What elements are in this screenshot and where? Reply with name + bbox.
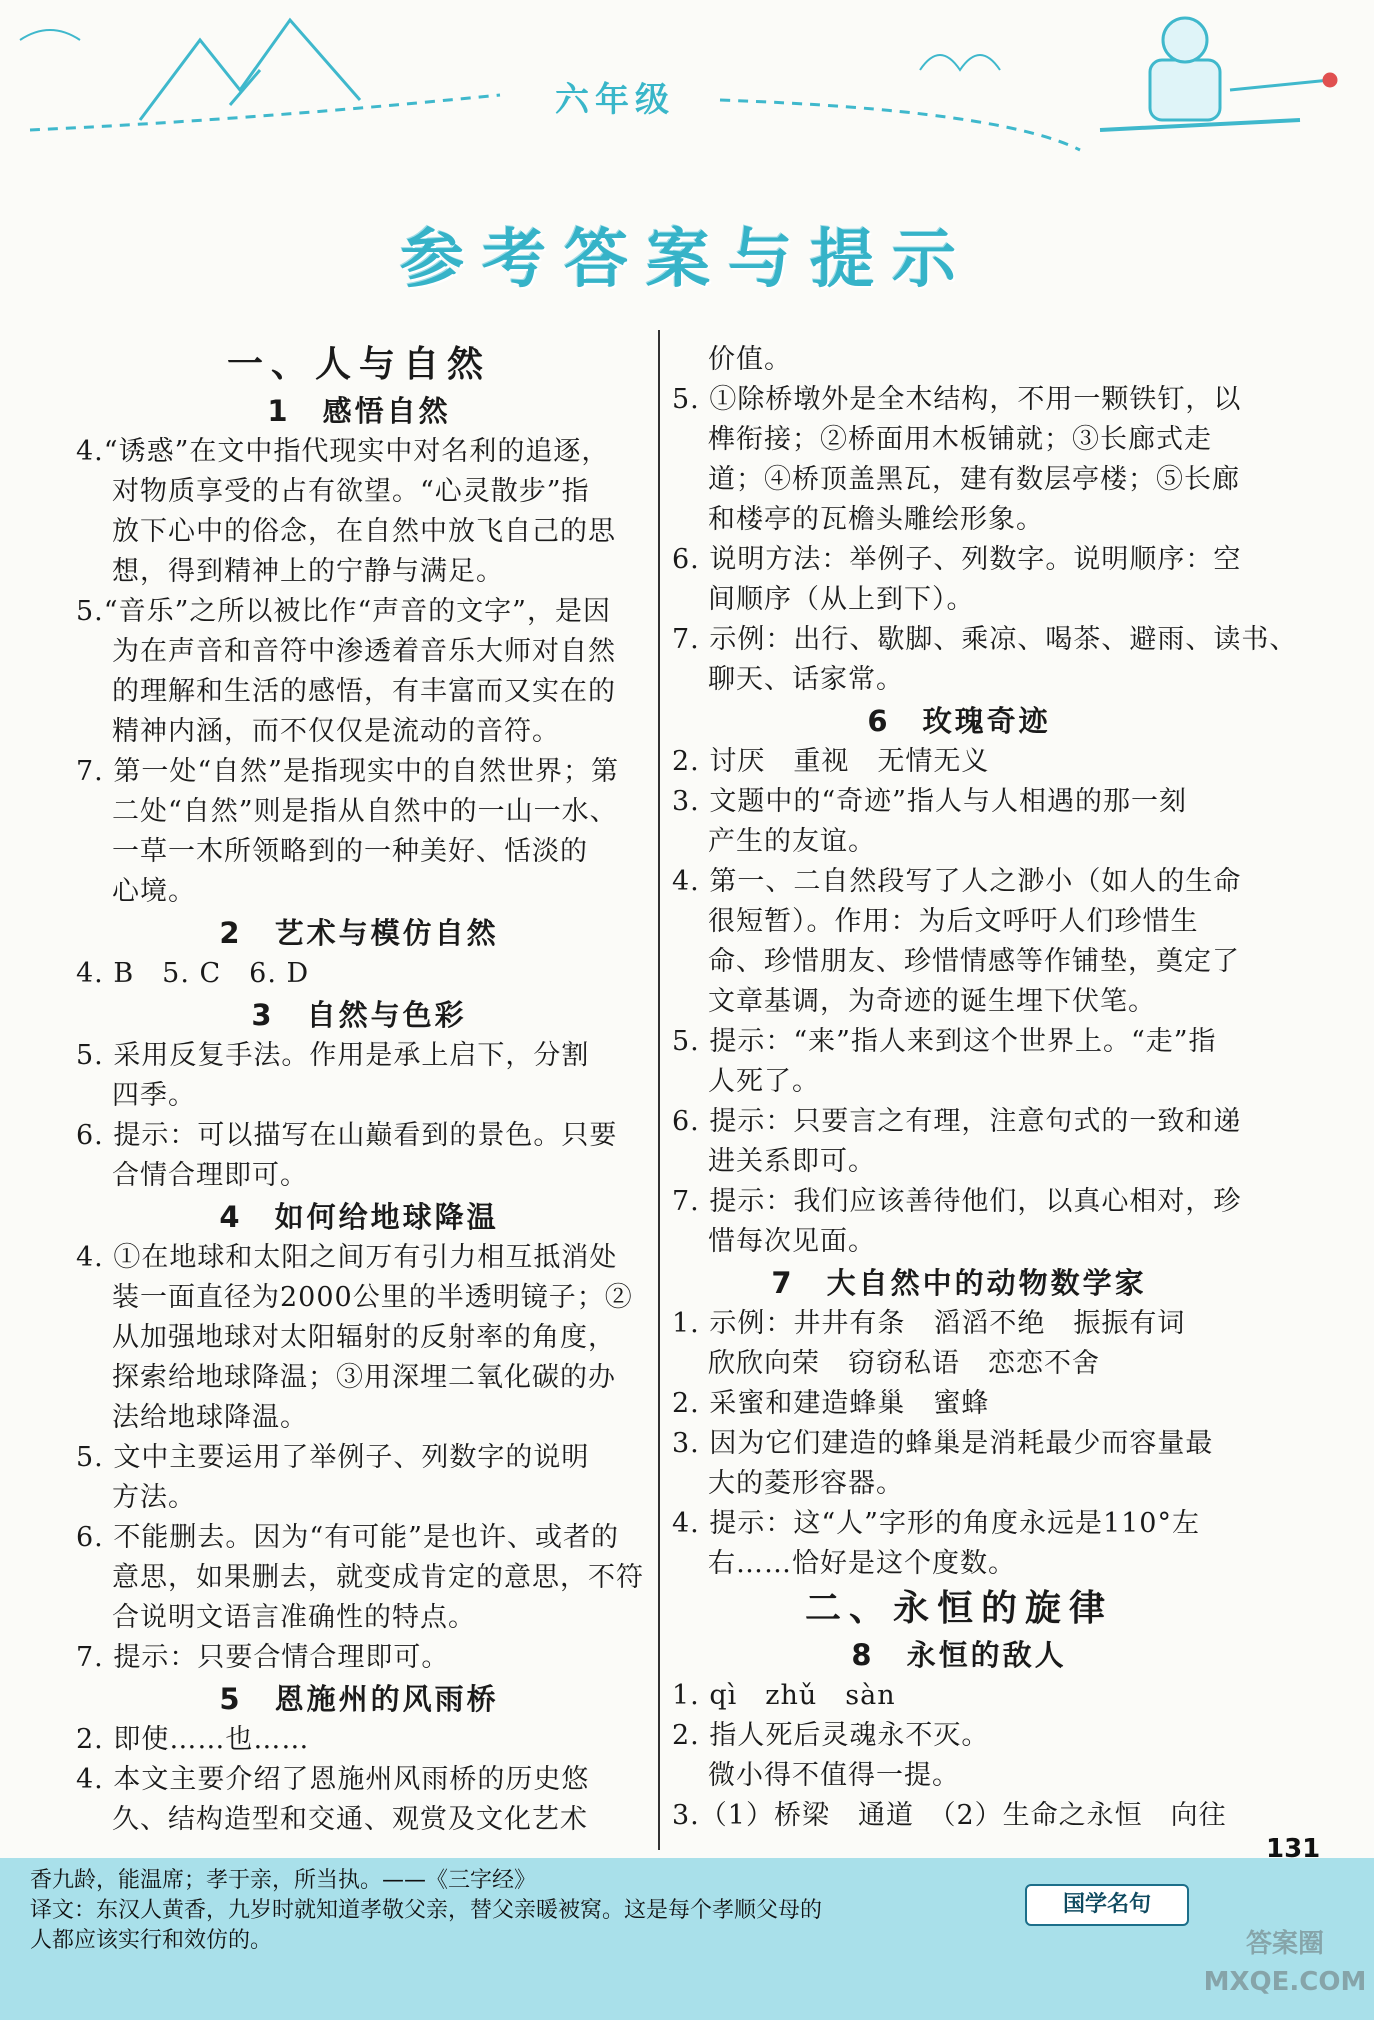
answer-line-continued: 想，得到精神上的宁静与满足。 [112, 556, 504, 587]
answer-line: 2. 即使……也…… [76, 1724, 310, 1755]
answer-line: 6. 提示：可以描写在山巅看到的景色。只要 [76, 1120, 618, 1151]
answer-line-continued: 心境。 [112, 876, 196, 907]
footer-translation-line-1: 译文：东汉人黄香，九岁时就知道孝敬父亲，替父亲暖被窝。这是每个孝顺父母的 [30, 1898, 823, 1923]
answer-line-continued: 法给地球降温。 [112, 1402, 308, 1433]
column-divider [658, 330, 660, 1850]
answer-line: 4. 提示：这“人”字形的角度永远是110°左 [672, 1508, 1200, 1539]
answer-line-continued: 合情合理即可。 [112, 1160, 308, 1191]
answer-line-continued: 意思，如果删去，就变成肯定的意思，不符 [112, 1562, 644, 1593]
lesson-heading: 7 大自然中的动物数学家 [771, 1266, 1147, 1300]
answer-line-continued: 进关系即可。 [708, 1146, 876, 1177]
page-title: 参考答案与提示 [400, 223, 974, 297]
answer-line: 3. 因为它们建造的蜂巢是消耗最少而容量最 [672, 1428, 1214, 1459]
watermark-text-2: MXQE.COM [1203, 1967, 1367, 1997]
answer-line-continued: 惜每次见面。 [708, 1226, 876, 1257]
answer-line-continued: 价值。 [708, 344, 792, 375]
footer-quote-block [30, 1866, 1010, 1956]
answer-line-continued: 为在声音和音符中渗透着音乐大师对自然 [112, 636, 616, 667]
right-column [672, 340, 1298, 1836]
lesson-heading: 3 自然与色彩 [251, 998, 467, 1032]
answer-line: 2. 讨厌 重视 无情无义 [672, 746, 990, 777]
answer-line-continued: 产生的友谊。 [708, 826, 876, 857]
answer-line: 5. 提示：“来”指人来到这个世界上。“走”指 [672, 1026, 1217, 1057]
answer-line: 5. ①除桥墩外是全木结构，不用一颗铁钉，以 [672, 384, 1242, 415]
answer-line: 2. 指人死后灵魂永不灭。 [672, 1720, 990, 1751]
answer-line-continued: 聊天、话家常。 [708, 664, 904, 695]
robot-body [1150, 60, 1220, 120]
answer-line: 7. 提示：我们应该善待他们，以真心相对，珍 [672, 1186, 1242, 1217]
footer-translation-line-2: 人都应该实行和效仿的。 [30, 1928, 273, 1953]
mountain-left [140, 20, 360, 120]
robot-head [1163, 18, 1207, 62]
answer-line-continued: 右……恰好是这个度数。 [708, 1548, 1016, 1579]
answer-line: 4. B 5. C 6. D [76, 958, 310, 989]
watermark-text-1: 答案圈 [1245, 1929, 1324, 1959]
answer-line: 7. 提示：只要合情合理即可。 [76, 1642, 450, 1673]
answer-line-continued: 的理解和生活的感悟，有丰富而又实在的 [112, 676, 616, 707]
lesson-heading: 8 永恒的敌人 [851, 1638, 1067, 1672]
answer-line-continued: 放下心中的俗念，在自然中放飞自己的思 [112, 516, 616, 547]
answer-line-continued: 人死了。 [708, 1066, 820, 1097]
lesson-heading: 1 感悟自然 [267, 394, 451, 428]
answer-line-continued: 微小得不值得一提。 [708, 1760, 960, 1791]
answer-line: 4. ①在地球和太阳之间万有引力相互抵消处 [76, 1242, 618, 1273]
answer-line: 7. 第一处“自然”是指现实中的自然世界；第 [76, 756, 619, 787]
lesson-heading: 5 恩施州的风雨桥 [219, 1682, 499, 1716]
answer-line-continued: 和楼亭的瓦檐头雕绘形象。 [708, 504, 1044, 535]
answer-line: 4. 第一、二自然段写了人之渺小（如人的生命 [672, 866, 1242, 897]
answer-line-continued: 文章基调，为奇迹的诞生埋下伏笔。 [708, 986, 1156, 1017]
answer-line-continued: 对物质享受的占有欲望。“心灵散步”指 [112, 476, 590, 507]
dashed-line-left [30, 95, 500, 130]
watermark [1200, 1925, 1370, 2015]
answer-line: 4. 本文主要介绍了恩施州风雨桥的历史悠 [76, 1764, 590, 1795]
answer-line-continued: 大的菱形容器。 [708, 1468, 904, 1499]
section-heading: 二、永恒的旋律 [804, 1588, 1113, 1629]
dashed-line-right [720, 100, 1080, 150]
answer-line-continued: 间顺序（从上到下）。 [708, 584, 975, 615]
answer-line-continued: 命、珍惜朋友、珍惜情感等作铺垫，奠定了 [708, 946, 1240, 977]
answer-line: 3. 文题中的“奇迹”指人与人相遇的那一刻 [672, 786, 1187, 817]
answer-line-continued: 方法。 [112, 1482, 196, 1513]
lesson-heading: 6 玫瑰奇迹 [867, 704, 1051, 738]
answer-line-continued: 从加强地球对太阳辐射的反射率的角度， [112, 1322, 616, 1353]
page-number: 131 [1266, 1834, 1321, 1864]
answer-line: 1. qì zhǔ sàn [672, 1680, 896, 1711]
answer-line: 2. 采蜜和建造蜂巢 蜜蜂 [672, 1388, 990, 1419]
answer-line-continued: 四季。 [112, 1080, 196, 1111]
answer-line: 6. 说明方法：举例子、列数字。说明顺序：空 [672, 544, 1242, 575]
answer-line-continued: 精神内涵，而不仅仅是流动的音符。 [112, 716, 560, 747]
mountain-right [230, 70, 260, 105]
answer-line-continued: 道；④桥顶盖黑瓦，建有数层亭楼；⑤长廊 [708, 464, 1240, 495]
footer-quote: 香九龄，能温席；孝于亲，所当执。——《三字经》 [30, 1868, 537, 1893]
answer-line-continued: 很短暂）。作用：为后文呼吁人们珍惜生 [708, 906, 1199, 937]
answer-line-continued: 久、结构造型和交通、观赏及文化艺术 [112, 1804, 588, 1835]
answer-line-continued: 一草一木所领略到的一种美好、恬淡的 [112, 836, 588, 867]
left-column [76, 340, 642, 1840]
lesson-heading: 2 艺术与模仿自然 [219, 916, 499, 950]
answer-line: 6. 不能删去。因为“有可能”是也许、或者的 [76, 1522, 619, 1553]
guoxue-tag: 国学名句 [1025, 1884, 1189, 1926]
answer-line: 5. 采用反复手法。作用是承上启下，分割 [76, 1040, 590, 1071]
answer-line: 6. 提示：只要言之有理，注意句式的一致和递 [672, 1106, 1242, 1137]
answer-line: 4.“诱惑”在文中指代现实中对名利的追逐， [76, 436, 610, 467]
answer-line: 5. 文中主要运用了举例子、列数字的说明 [76, 1442, 590, 1473]
answer-line-continued: 榫衔接；②桥面用木板铺就；③长廊式走 [708, 424, 1212, 455]
answer-line: 1. 示例：井井有条 滔滔不绝 振振有词 [672, 1308, 1186, 1339]
answer-line: 7. 示例：出行、歇脚、乘凉、喝茶、避雨、读书、 [672, 624, 1298, 655]
answer-line-continued: 欣欣向荣 窃窃私语 恋恋不舍 [708, 1348, 1100, 1379]
answer-line-continued: 探索给地球降温；③用深埋二氧化碳的办 [112, 1362, 616, 1393]
answer-line-continued: 二处“自然”则是指从自然中的一山一水、 [112, 796, 618, 827]
answer-line: 5.“音乐”之所以被比作“声音的文字”，是因 [76, 596, 611, 627]
answer-line-continued: 合说明文语言准确性的特点。 [112, 1602, 476, 1633]
section-heading: 一、人与自然 [226, 344, 491, 385]
answer-line: 3.（1）桥梁 通道 （2）生命之永恒 向往 [672, 1800, 1227, 1831]
lesson-heading: 4 如何给地球降温 [219, 1200, 499, 1234]
grade-label: 六年级 [555, 80, 675, 120]
answer-line-continued: 装一面直径为2000公里的半透明镜子；② [112, 1282, 633, 1313]
